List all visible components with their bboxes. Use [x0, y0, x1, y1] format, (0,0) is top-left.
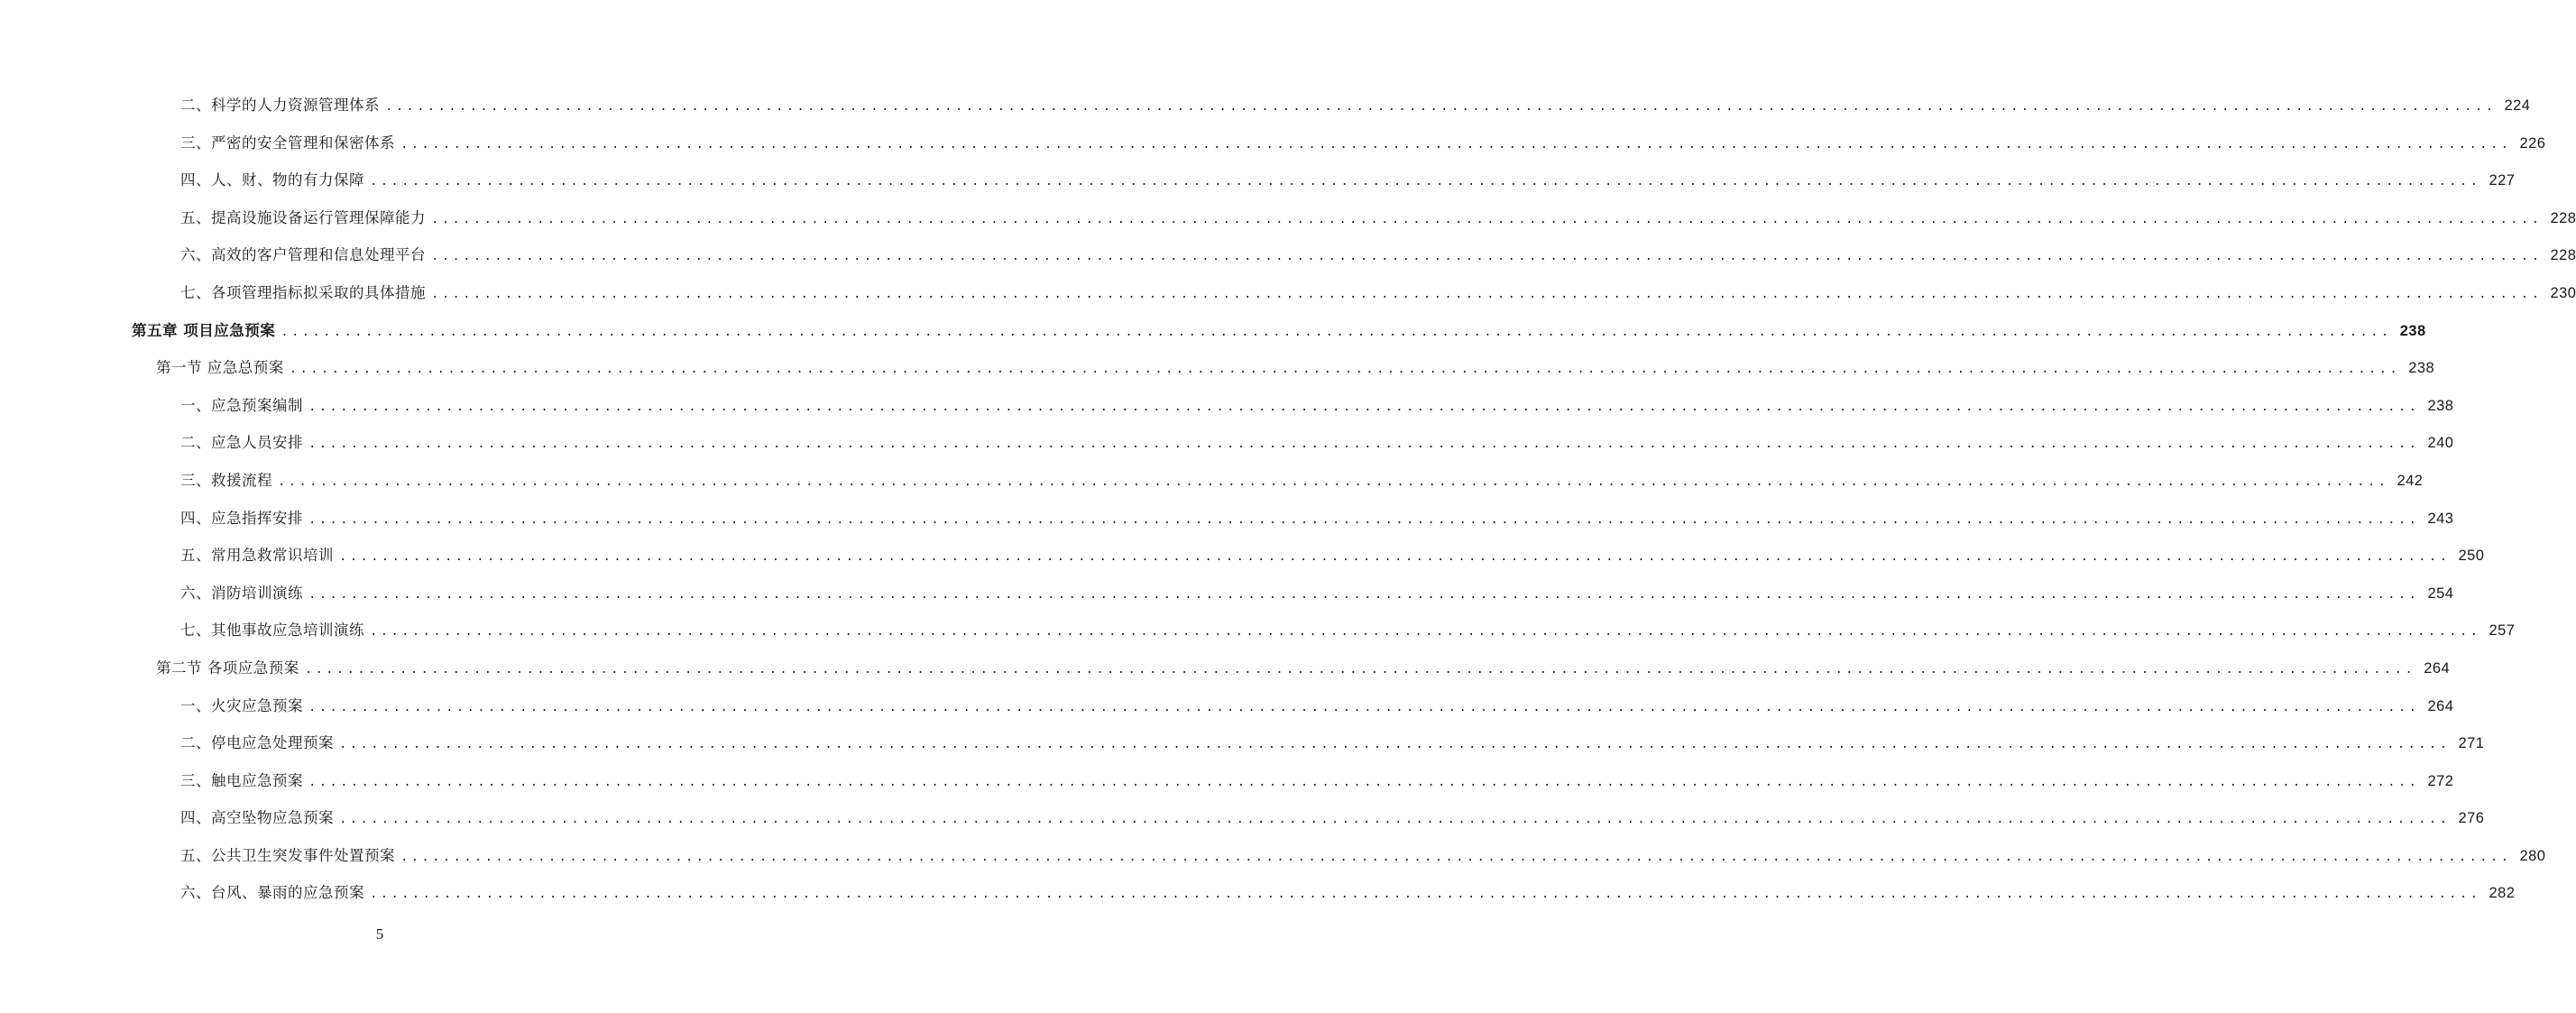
toc-entry-title: 六、消防培训演练 — [180, 584, 303, 602]
toc-entry-title: 第一节 应急总预案 — [156, 359, 284, 377]
toc-entry-page: 280 — [2519, 847, 2546, 864]
toc-entry-page: 282 — [2489, 885, 2516, 902]
dot-leader: ........................................................................................................................................................................................................ — [308, 775, 2420, 790]
toc-entry[interactable] — [0, 462, 2424, 500]
toc-entry[interactable] — [0, 274, 2576, 312]
toc-entry-page: 224 — [2504, 97, 2531, 114]
toc-entry-page: 226 — [2519, 134, 2546, 152]
page-number: 5 — [375, 926, 384, 943]
toc-entry-page: 276 — [2458, 810, 2485, 827]
toc-entry-page: 240 — [2427, 435, 2454, 452]
toc-entry[interactable] — [0, 236, 2576, 274]
toc-entry[interactable] — [0, 124, 2546, 162]
toc-entry-title: 四、应急指挥安排 — [180, 509, 303, 527]
toc-entry-title: 五、常用急救常识培训 — [180, 547, 334, 565]
toc-entry-page: 257 — [2489, 622, 2516, 640]
toc-entry-page: 227 — [2489, 172, 2516, 189]
toc-entry-title: 四、人、财、物的有力保障 — [180, 171, 364, 189]
toc-entry[interactable] — [0, 349, 2435, 387]
toc-entry[interactable] — [0, 612, 2516, 649]
toc-entry-page: 238 — [2408, 360, 2435, 377]
dot-leader: ........................................................................................................................................................................................................ — [304, 662, 2416, 677]
dot-leader: ........................................................................................................................................................................................................ — [308, 512, 2420, 528]
toc-entry[interactable] — [0, 387, 2454, 425]
toc-entry-page: 238 — [2399, 322, 2426, 339]
dot-leader: ........................................................................................................................................................................................................ — [339, 813, 2451, 828]
dot-leader: ........................................................................................................................................................................................................ — [385, 100, 2497, 115]
toc-entry-page: 272 — [2427, 772, 2454, 789]
toc-entry-title: 第二节 各项应急预案 — [156, 658, 299, 677]
toc-entry-page: 243 — [2427, 510, 2454, 527]
toc-entry-page: 242 — [2397, 472, 2424, 489]
dot-leader: ........................................................................................................................................................................................................ — [370, 888, 2481, 903]
dot-leader: ........................................................................................................................................................................................................ — [339, 550, 2451, 566]
dot-leader: ........................................................................................................................................................................................................ — [370, 175, 2481, 190]
toc-entry[interactable] — [0, 312, 2426, 350]
toc-entry-title: 四、高空坠物应急预案 — [180, 809, 334, 827]
dot-leader: ........................................................................................................................................................................................................ — [278, 474, 2389, 490]
toc-entry-title: 二、应急人员安排 — [180, 434, 303, 452]
toc-entry-page: 254 — [2427, 585, 2454, 602]
dot-leader: ........................................................................................................................................................................................................ — [400, 850, 2512, 865]
toc-entry[interactable] — [0, 537, 2485, 575]
toc-entry-title: 二、停电应急处理预案 — [180, 734, 334, 752]
dot-leader: ........................................................................................................................................................................................................ — [281, 325, 2392, 340]
toc-entry-title: 三、触电应急预案 — [180, 771, 303, 789]
dot-leader: ........................................................................................................................................................................................................ — [289, 363, 2401, 378]
toc-entry[interactable] — [0, 762, 2454, 800]
toc-entry[interactable] — [0, 649, 2451, 687]
toc-entry-page: 230 — [2550, 284, 2576, 301]
toc-entry[interactable] — [0, 199, 2576, 237]
dot-leader: ........................................................................................................................................................................................................ — [308, 400, 2420, 415]
toc-entry-title: 一、火灾应急预案 — [180, 696, 303, 714]
toc-entry[interactable] — [0, 724, 2485, 762]
toc-entry[interactable] — [0, 874, 2516, 912]
toc-entry[interactable] — [0, 799, 2485, 837]
toc-entry-title: 五、公共卫生突发事件处置预案 — [180, 846, 395, 864]
toc-entry-title: 第五章 项目应急预案 — [132, 321, 276, 339]
toc-entry-title: 六、台风、暴雨的应急预案 — [180, 884, 364, 902]
dot-leader: ........................................................................................................................................................................................................ — [370, 625, 2481, 640]
toc-entry[interactable] — [0, 500, 2454, 538]
toc-entry[interactable] — [0, 687, 2454, 725]
toc-entry-page: 250 — [2458, 548, 2485, 565]
dot-leader: ........................................................................................................................................................................................................ — [431, 212, 2543, 227]
toc-entry-title: 七、其他事故应急培训演练 — [180, 622, 364, 640]
toc-entry-title: 二、科学的人力资源管理体系 — [180, 97, 380, 114]
toc-entry[interactable] — [0, 424, 2454, 462]
toc-entry-page: 264 — [2427, 697, 2454, 714]
toc-entry-page: 238 — [2427, 397, 2454, 414]
dot-leader: ........................................................................................................................................................................................................ — [308, 587, 2420, 603]
toc-entry-title: 一、应急预案编制 — [180, 396, 303, 414]
toc-entry-title: 六、高效的客户管理和信息处理平台 — [180, 246, 426, 264]
dot-leader: ........................................................................................................................................................................................................ — [431, 287, 2543, 302]
toc-entry-page: 228 — [2550, 209, 2576, 226]
dot-leader: ........................................................................................................................................................................................................ — [308, 700, 2420, 715]
toc-entry-page: 228 — [2550, 247, 2576, 264]
toc-entry-page: 264 — [2424, 659, 2451, 677]
table-of-contents — [0, 87, 2576, 912]
dot-leader: ........................................................................................................................................................................................................ — [308, 437, 2420, 453]
toc-entry[interactable] — [0, 575, 2454, 612]
dot-leader: ........................................................................................................................................................................................................ — [400, 137, 2512, 152]
toc-entry[interactable] — [0, 87, 2531, 124]
toc-entry[interactable] — [0, 161, 2516, 199]
dot-leader: ........................................................................................................................................................................................................ — [431, 250, 2543, 265]
dot-leader: ........................................................................................................................................................................................................ — [339, 738, 2451, 753]
toc-entry-title: 五、提高设施设备运行管理保障能力 — [180, 208, 426, 226]
toc-entry-title: 三、救援流程 — [180, 471, 272, 489]
toc-entry-page: 271 — [2458, 735, 2485, 752]
toc-entry-title: 七、各项管理指标拟采取的具体措施 — [180, 283, 426, 301]
toc-entry-title: 三、严密的安全管理和保密体系 — [180, 134, 395, 152]
toc-entry[interactable] — [0, 837, 2546, 875]
